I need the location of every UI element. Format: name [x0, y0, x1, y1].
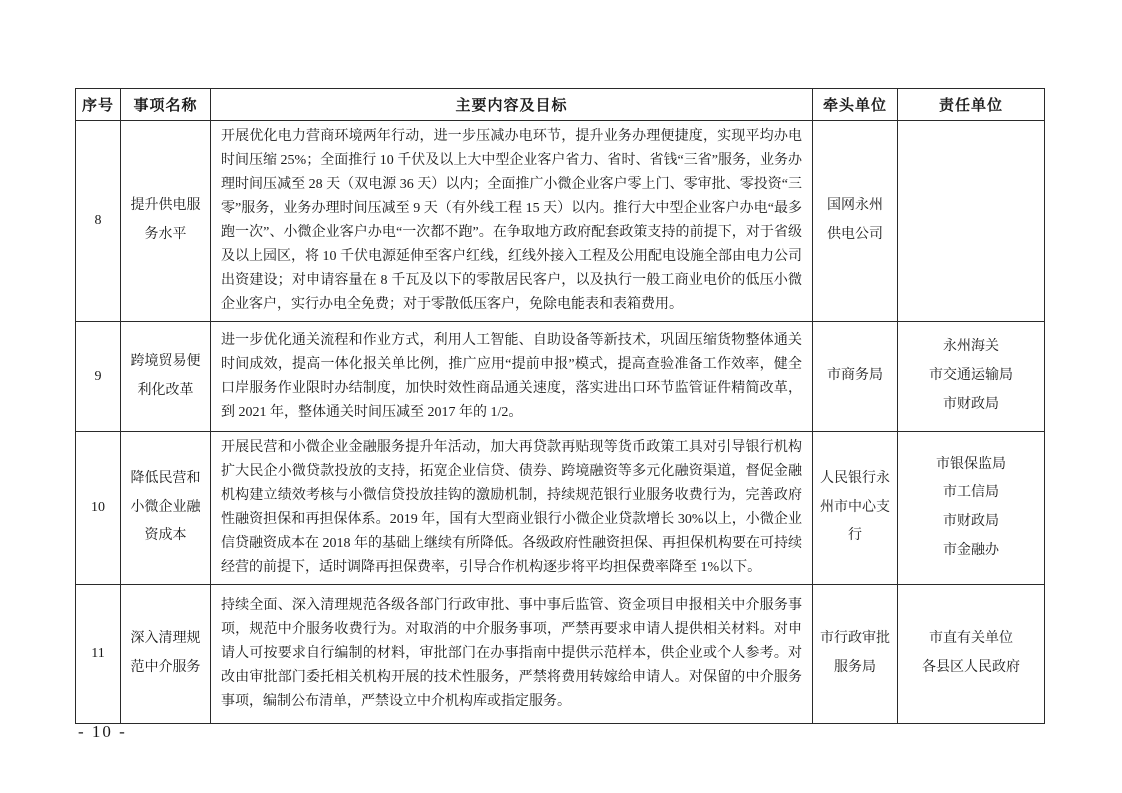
header-cell-main-content: 主要内容及目标: [211, 89, 813, 121]
row-serial-no: 9: [76, 322, 121, 432]
row-item-name: 深入清理规 范中介服务: [121, 585, 211, 724]
header-cell-responsible-unit: 责任单位: [898, 89, 1045, 121]
row-main-content: 持续全面、深入清理规范各级各部门行政审批、事中事后监管、资金项目申报相关中介服务事项，规范中介服务收费行为。对取消的中介服务事项，严禁再要求申请人提供相关材料。对申请人可按要求自行编制的材料，审批部门在办事指南中提供示范样本，供企业或个人参考。对改由审批部门委托相关机构开展的技术性服务，严禁将费用转嫁给申请人。对保留的中介服务事项，编制公布清单，严禁设立中介机构库或指定服务。: [211, 585, 813, 724]
row-serial-no: 10: [76, 432, 121, 585]
row-lead-unit: 市行政审批 服务局: [813, 585, 898, 724]
table-row: [76, 121, 1045, 322]
header-cell-item-name: 事项名称: [121, 89, 211, 121]
row-main-content: 开展民营和小微企业金融服务提升年活动，加大再贷款再贴现等货币政策工具对引导银行机构扩大民企小微贷款投放的支持，拓宽企业信贷、债券、跨境融资等多元化融资渠道，督促金融机构建立绩效考核与小微信贷投放挂钩的激励机制，持续规范银行业服务收费行为，完善政府性融资担保和再担保体系。2019 年，国有大型商业银行小微企业贷款增长 30%以上，小微企业信贷融资成本在 2018 年的基础上继续有所降低。各级政府性融资担保、再担保机构要在可持续经营的前提下，适时调降再担保费率，引导合作机构逐步将平均担保费率降至 1%以下。: [211, 432, 813, 585]
row-responsible-unit: 市直有关单位 各县区人民政府: [898, 585, 1045, 724]
row-item-name: 降低民营和 小微企业融 资成本: [121, 432, 211, 585]
row-lead-unit: 国网永州 供电公司: [813, 121, 898, 322]
row-lead-unit: 人民银行永 州市中心支 行: [813, 432, 898, 585]
page-number: - 10 -: [78, 722, 127, 741]
table-row: [76, 585, 1045, 724]
row-main-content: 进一步优化通关流程和作业方式，利用人工智能、自助设备等新技术，巩固压缩货物整体通关时间成效，提高一体化报关单比例，推广应用“提前申报”模式，提高查验准备工作效率，健全口岸服务作业限时办结制度，加快时效性商品通关速度，落实进出口环节监管证件精简改革，到 2021 年，整体通关时间压减至 2017 年的 1/2。: [211, 322, 813, 432]
items-table: [75, 88, 1045, 724]
header-cell-serial-no: 序号: [76, 89, 121, 121]
row-serial-no: 11: [76, 585, 121, 724]
row-item-name: 提升供电服 务水平: [121, 121, 211, 322]
table-row: [76, 322, 1045, 432]
table-row: [76, 432, 1045, 585]
row-responsible-unit: 市银保监局 市工信局 市财政局 市金融办: [898, 432, 1045, 585]
row-lead-unit: 市商务局: [813, 322, 898, 432]
row-responsible-unit: 永州海关 市交通运输局 市财政局: [898, 322, 1045, 432]
row-main-content: 开展优化电力营商环境两年行动，进一步压减办电环节，提升业务办理便捷度，实现平均办电时间压缩 25%；全面推行 10 千伏及以上大中型企业客户省力、省时、省钱“三省”服务，业务办理时间压减至 28 天（双电源 36 天）以内；全面推广小微企业客户零上门、零审批、零投资“三零”服务，业务办理时间压减至 9 天（有外线工程 15 天）以内。推行大中型企业客户办电“最多跑一次”、小微企业客户办电“一次都不跑”。在争取地方政府配套政策支持的前提下，对于省级及以上园区，将 10 千伏电源延伸至客户红线，红线外接入工程及公用配电设施全部由电力公司出资建设；对申请容量在 8 千瓦及以下的零散居民客户，以及执行一般工商业电价的低压小微企业客户，实行办电全免费；对于零散低压客户，免除电能表和表箱费用。: [211, 121, 813, 322]
table-header-row: [76, 89, 1045, 121]
row-serial-no: 8: [76, 121, 121, 322]
row-item-name: 跨境贸易便 利化改革: [121, 322, 211, 432]
header-cell-lead-unit: 牵头单位: [813, 89, 898, 121]
row-responsible-unit: [898, 121, 1045, 322]
